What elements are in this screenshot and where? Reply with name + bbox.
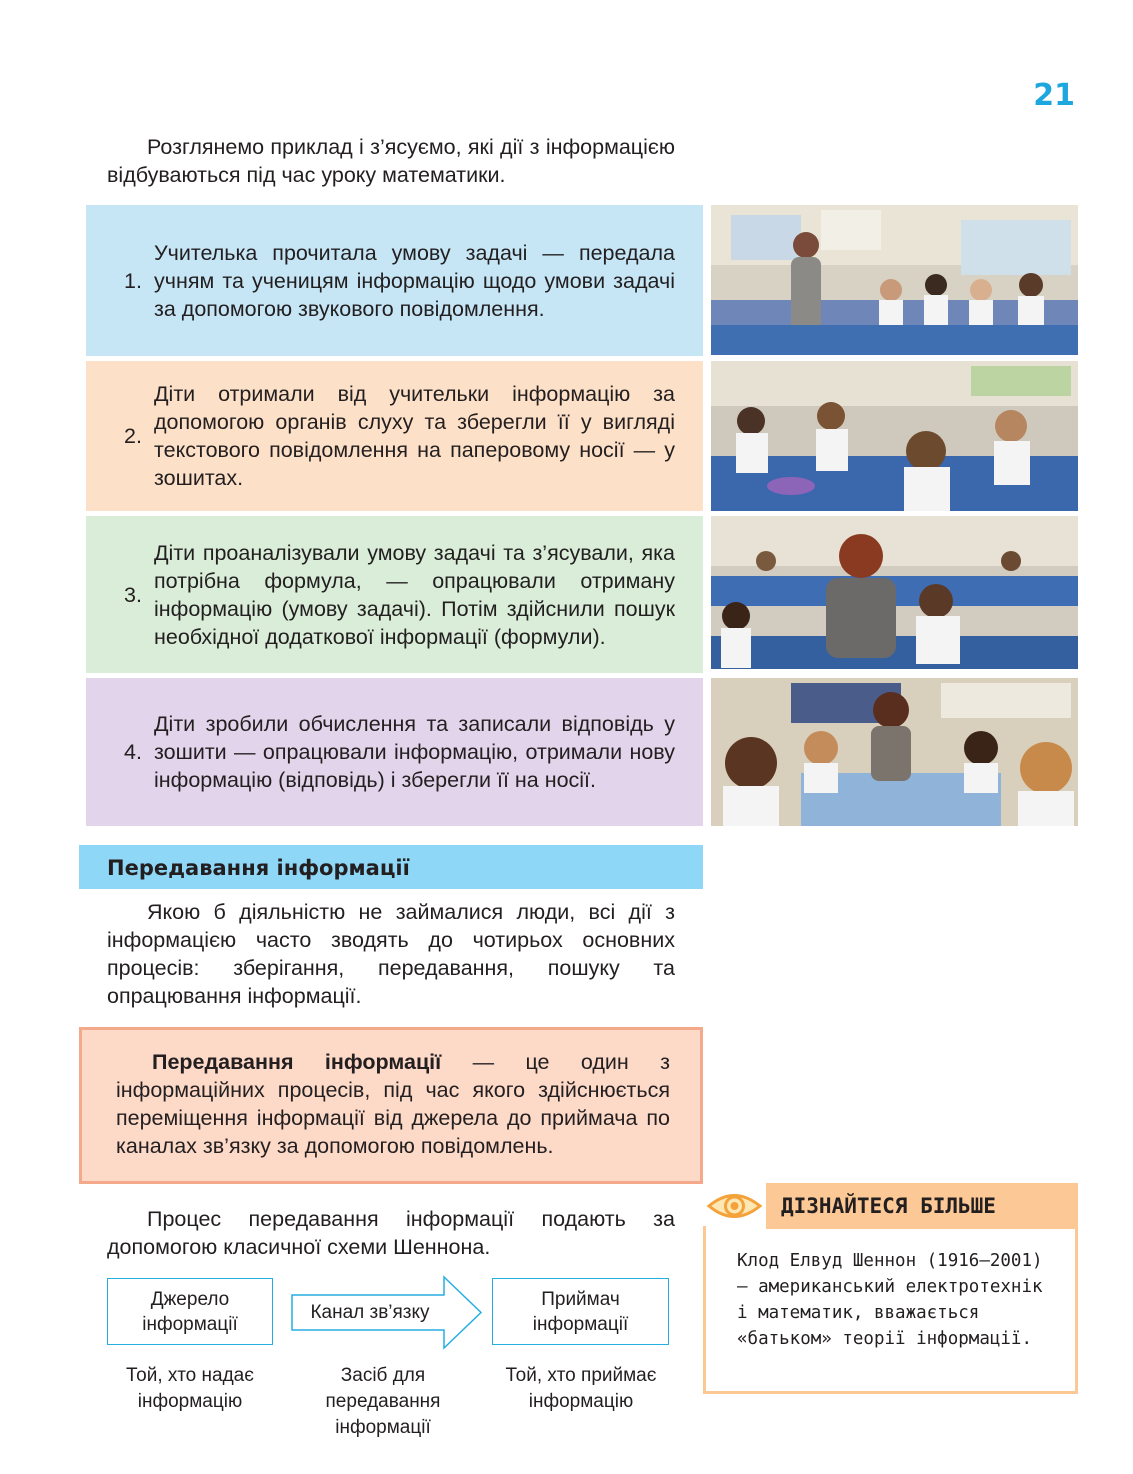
definition-box	[79, 1027, 703, 1184]
eye-icon	[703, 1183, 766, 1229]
step-number: 4.	[124, 740, 142, 764]
classroom-photo-teacher-reading	[711, 205, 1078, 355]
step-text: Діти проаналізували умову задачі та з’ясували, яка потрібна формула, — опрацювали отриману інформацію (умову задачі). Потім здійснили пошук необхідної додаткової інформації (формули).	[154, 540, 675, 649]
page-number: 21	[1033, 78, 1075, 113]
source-caption: Той, хто надає інформацію	[126, 1365, 254, 1412]
learn-more-text: Клод Елвуд Шеннон (1916–2001) — американський електротехнік і математик, вважається «батьком» теорії інформації.	[737, 1251, 1043, 1349]
source-box	[107, 1278, 273, 1345]
step-number: 3.	[124, 582, 142, 607]
learn-more-box	[703, 1226, 1078, 1394]
definition-text	[116, 1048, 670, 1160]
receiver-caption: Той, хто приймає інформацію	[505, 1365, 657, 1412]
classroom-photo-children-writing	[711, 361, 1078, 511]
definition-body: — це один з інформаційних процесів, під час якого здійснюється переміщення інформації від джерела до приймача по каналах зв’язку за допомогою повідомлень.	[116, 1050, 670, 1158]
source-label: Джерело інформації	[142, 1288, 238, 1335]
step-4	[86, 678, 703, 826]
step-3	[86, 516, 703, 673]
learn-more-title: ДІЗНАЙТЕСЯ БІЛЬШЕ	[781, 1194, 996, 1218]
section-heading: Передавання інформації	[79, 845, 703, 889]
classroom-photo-teacher-helping	[711, 516, 1078, 669]
intro-paragraph: Розглянемо приклад і з’ясуємо, які дії з інформацією відбуваються під час уроку математики.	[107, 135, 675, 187]
step-number: 2.	[124, 424, 142, 448]
step-text: Діти отримали від учительки інформацію за допомогою органів слуху та зберегли її у вигляді текстового повідомлення на паперовому носії — у зошитах.	[154, 382, 675, 490]
step-number: 1.	[124, 268, 142, 293]
channel-label: Канал зв’язку	[310, 1302, 430, 1323]
channel-caption: Засіб для передавання інформації	[325, 1365, 441, 1438]
step-2	[86, 361, 703, 511]
definition-term: Передавання інформації	[152, 1050, 442, 1074]
step-1	[86, 205, 703, 356]
step-text: Учителька прочитала умову задачі — передала учням та ученицям інформацію щодо умови задачі за допомогою звукового повідомлення.	[154, 240, 675, 321]
step-text: Діти зробили обчислення та записали відповідь у зошити — опрацювали інформацію, отримали нову інформацію (відповідь) і зберегли її на носії.	[154, 712, 675, 792]
receiver-box	[492, 1278, 669, 1345]
shannon-intro: Процес передавання інформації подають за допомогою класичної схеми Шеннона.	[107, 1207, 675, 1259]
receiver-label: Приймач інформації	[532, 1288, 629, 1335]
classroom-photo-group-smiling	[711, 678, 1078, 826]
section-paragraph: Якою б діяльністю не займалися люди, всі дії з інформацією часто зводять до чотирьох основних процесів: зберігання, передавання, пошуку та опрацювання інформації.	[107, 900, 675, 1008]
